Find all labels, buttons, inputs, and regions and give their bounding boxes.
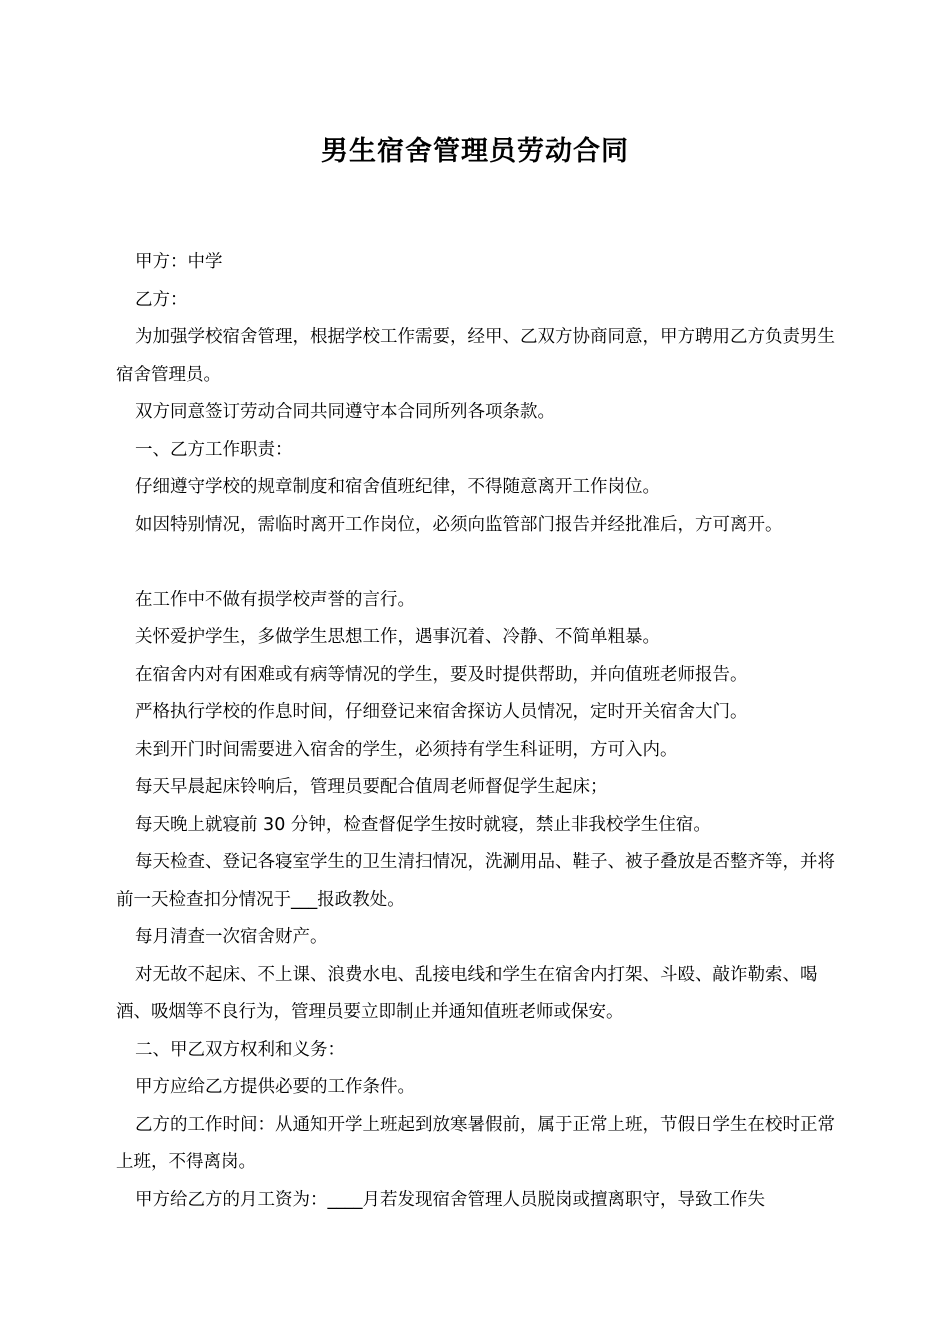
- duty-item: 每天检查、登记各寝室学生的卫生清扫情况，洗涮用品、鞋子、被子叠放是否整齐等，并将前一天检查扣分情况于___报政教处。: [116, 852, 835, 910]
- section-heading-rights: 二、甲乙双方权利和义务：: [135, 1039, 345, 1060]
- duty-item: 如因特别情况，需临时离开工作岗位，必须向监管部门报告并经批准后，方可离开。: [135, 514, 783, 535]
- document-body: [116, 244, 836, 1219]
- party-b-line: 乙方：: [135, 289, 188, 310]
- duty-item: 对无故不起床、不上课、浪费水电、乱接电线和学生在宿舍内打架、斗殴、敲诈勒索、喝酒、吸烟等不良行为，管理员要立即制止并通知值班老师或保安。: [116, 964, 818, 1022]
- party-a-line: 甲方：中学: [135, 252, 223, 272]
- intro-paragraph: 为加强学校宿舍管理，根据学校工作需要，经甲、乙双方协商同意，甲方聘用乙方负责男生宿舍管理员。: [116, 327, 835, 385]
- duty-item: 未到开门时间需要进入宿舍的学生，必须持有学生科证明，方可入内。: [135, 739, 678, 760]
- duty-item: 关怀爱护学生，多做学生思想工作，遇事沉着、冷静、不简单粗暴。: [135, 627, 660, 647]
- rights-item: 甲方应给乙方提供必要的工作条件。: [135, 1077, 415, 1097]
- duty-item: 严格执行学校的作息时间，仔细登记来宿舍探访人员情况，定时开关宿舍大门。: [135, 702, 748, 722]
- agreement-paragraph: 双方同意签订劳动合同共同遵守本合同所列各项条款。: [135, 402, 555, 422]
- duty-item: 每天晚上就寝前 30 分钟，检查督促学生按时就寝，禁止非我校学生住宿。: [135, 814, 711, 835]
- duty-item: 每月清查一次宿舍财产。: [135, 927, 328, 947]
- rights-item: 乙方的工作时间：从通知开学上班起到放寒暑假前，属于正常上班，节假日学生在校时正常上班，不得离岗。: [116, 1114, 835, 1172]
- duty-item: 在宿舍内对有困难或有病等情况的学生，要及时提供帮助，并向值班老师报告。: [135, 664, 748, 685]
- duty-item: 每天早晨起床铃响后，管理员要配合值周老师督促学生起床；: [135, 777, 608, 797]
- duty-item: 在工作中不做有损学校声誉的言行。: [135, 589, 415, 610]
- duty-item: 仔细遵守学校的规章制度和宿舍值班纪律，不得随意离开工作岗位。: [135, 477, 660, 497]
- document-title: 男生宿舍管理员劳动合同: [321, 136, 629, 167]
- blank-line: [116, 544, 836, 582]
- section-heading-duties: 一、乙方工作职责：: [135, 439, 293, 460]
- rights-item: 甲方给乙方的月工资为：____月若发现宿舍管理人员脱岗或擅离职守，导致工作失: [135, 1189, 765, 1210]
